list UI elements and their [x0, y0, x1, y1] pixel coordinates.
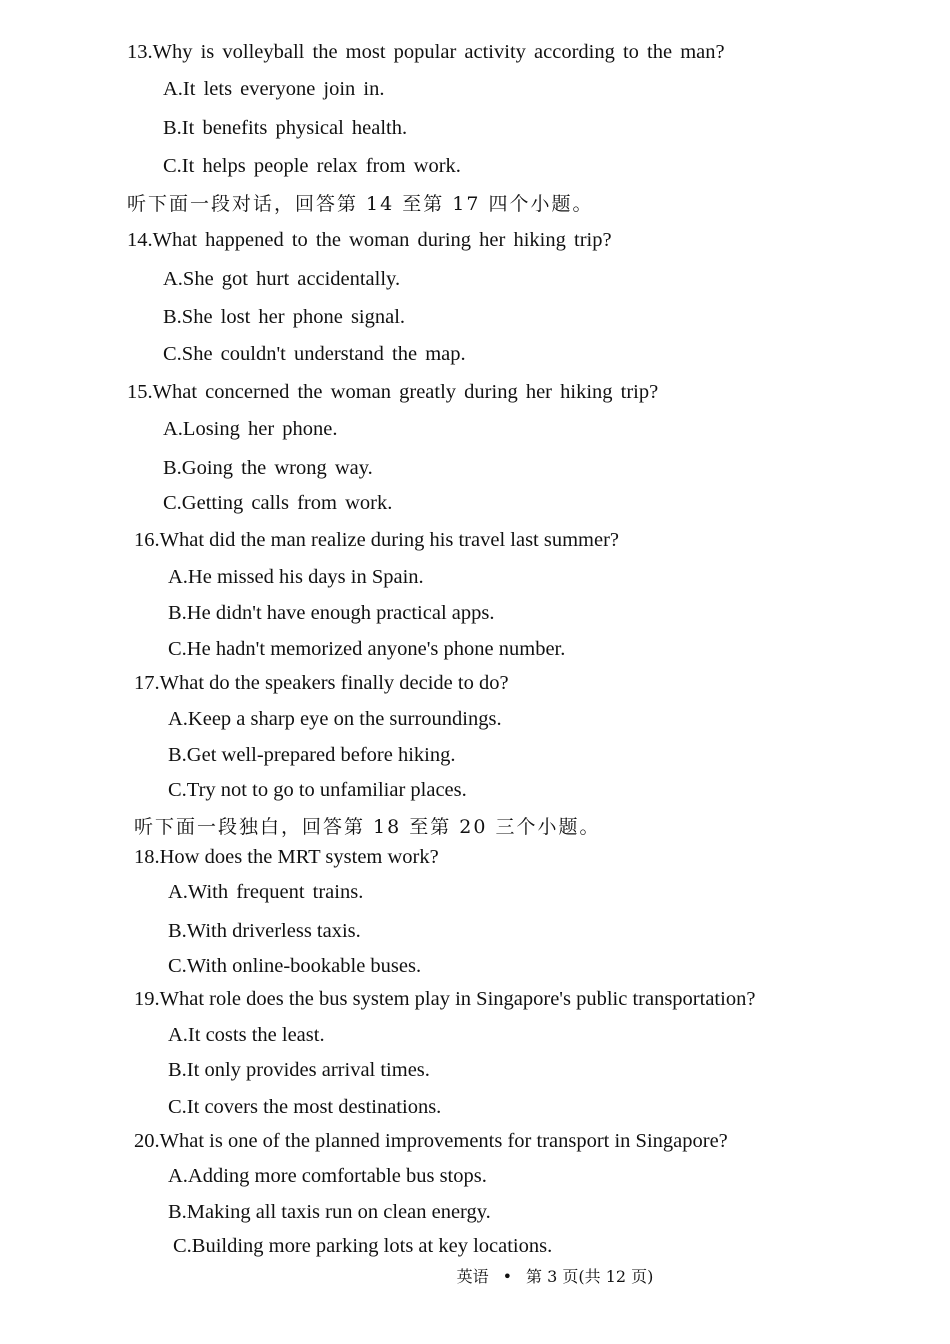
option-16-b: B.He didn't have enough practical apps. [168, 602, 495, 624]
page-footer [0, 1266, 950, 1288]
question-14: 14.What happened to the woman during her hiking trip? [127, 229, 612, 251]
option-20-a: A.Adding more comfortable bus stops. [168, 1165, 487, 1187]
option-15-a: A.Losing her phone. [163, 418, 338, 440]
option-13-c: C.It helps people relax from work. [163, 155, 461, 177]
option-14-b: B.She lost her phone signal. [163, 306, 406, 328]
option-18-a: A.With frequent trains. [168, 881, 364, 903]
question-20: 20.What is one of the planned improvements for transport in Singapore? [134, 1130, 728, 1152]
option-13-b: B.It benefits physical health. [163, 117, 408, 139]
option-15-c: C.Getting calls from work. [163, 492, 393, 514]
section-instruction-18-20: 听下面一段独白，回答第 18 至第 20 三个小题。 [134, 816, 601, 838]
option-17-b: B.Get well-prepared before hiking. [168, 744, 456, 766]
question-15: 15.What concerned the woman greatly during her hiking trip? [127, 381, 659, 403]
question-19: 19.What role does the bus system play in Singapore's public transportation? [134, 988, 756, 1010]
option-18-c: C.With online-bookable buses. [168, 955, 422, 977]
question-16: 16.What did the man realize during his travel last summer? [134, 529, 620, 551]
option-14-c: C.She couldn't understand the map. [163, 343, 466, 365]
option-20-b: B.Making all taxis run on clean energy. [168, 1201, 491, 1223]
question-17: 17.What do the speakers finally decide to do? [134, 672, 509, 694]
option-19-c: C.It covers the most destinations. [168, 1096, 442, 1118]
option-15-b: B.Going the wrong way. [163, 457, 373, 479]
option-19-a: A.It costs the least. [168, 1024, 325, 1046]
option-16-a: A.He missed his days in Spain. [168, 566, 424, 588]
option-20-c: C.Building more parking lots at key locations. [173, 1235, 553, 1257]
question-18: 18.How does the MRT system work? [134, 846, 439, 868]
option-14-a: A.She got hurt accidentally. [163, 268, 401, 290]
option-19-b: B.It only provides arrival times. [168, 1059, 430, 1081]
question-13: 13.Why is volleyball the most popular activity according to the man? [127, 41, 725, 63]
section-instruction-14-17: 听下面一段对话，回答第 14 至第 17 四个小题。 [127, 193, 594, 215]
option-17-a: A.Keep a sharp eye on the surroundings. [168, 708, 502, 730]
footer-separator: • [502, 1267, 513, 1286]
footer-page-number: 第 3 页(共 12 页) [526, 1267, 654, 1286]
option-17-c: C.Try not to go to unfamiliar places. [168, 779, 467, 801]
option-13-a: A.It lets everyone join in. [163, 78, 385, 100]
footer-subject: 英语 [456, 1267, 489, 1286]
option-18-b: B.With driverless taxis. [168, 920, 361, 942]
option-16-c: C.He hadn't memorized anyone's phone number. [168, 638, 566, 660]
